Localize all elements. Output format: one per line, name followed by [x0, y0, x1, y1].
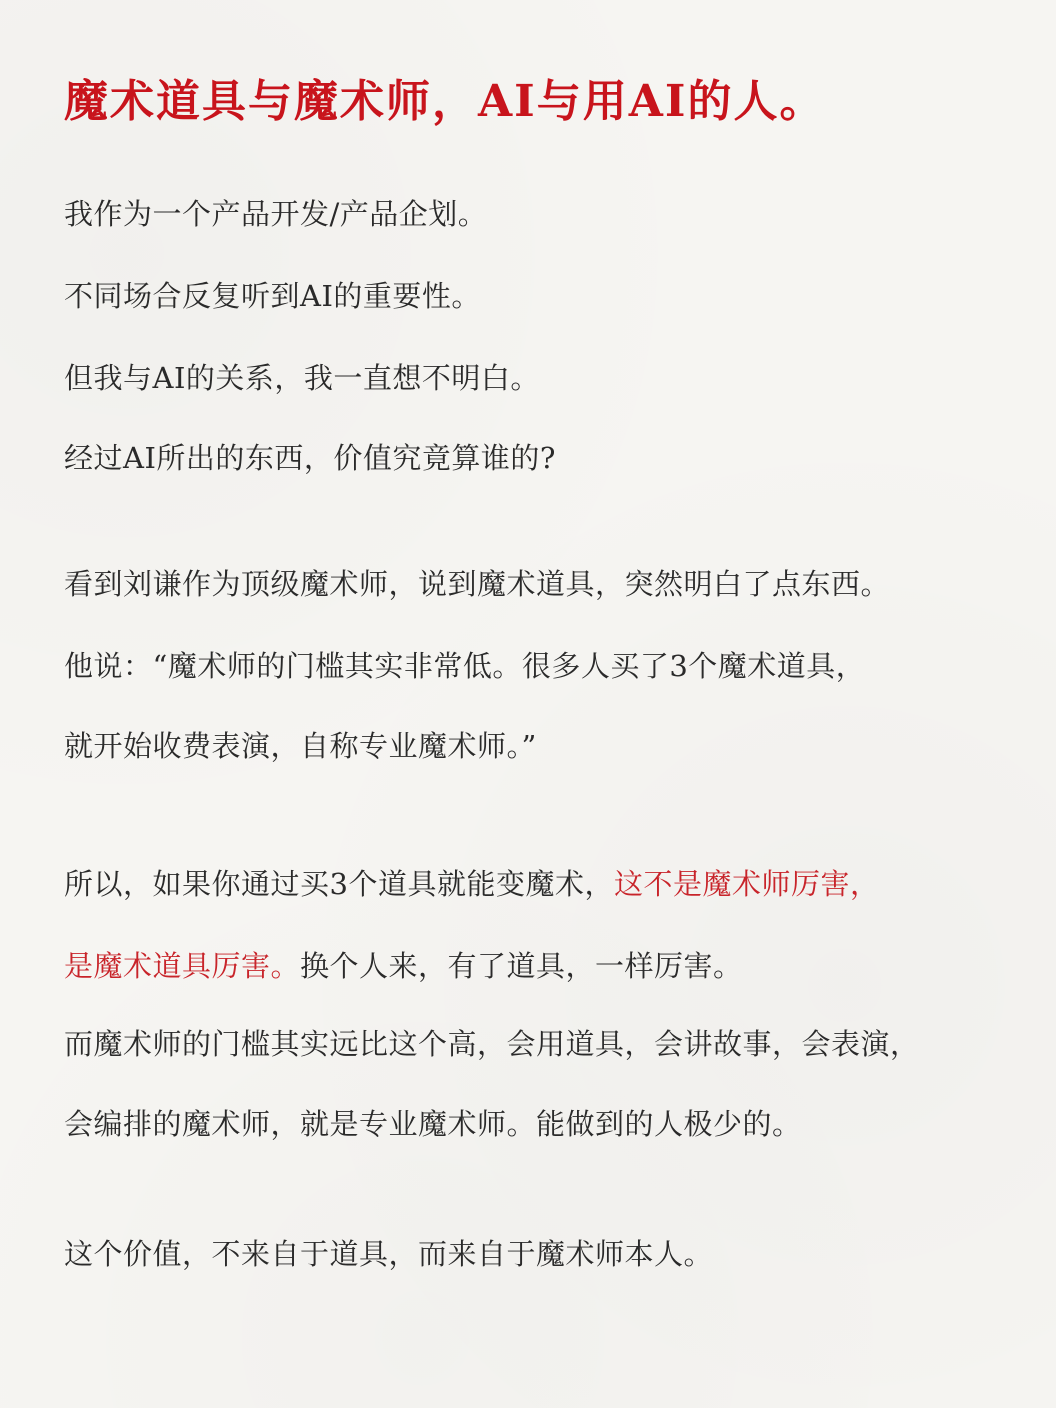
text-line: 这个价值，不来自于道具，而来自于魔术师本人。 — [64, 1237, 714, 1271]
text-line: 而魔术师的门槛其实远比这个高，会用道具，会讲故事，会表演， — [64, 1027, 920, 1061]
text-line: 不同场合反复听到AI的重要性。 — [64, 279, 481, 313]
text-line-mixed — [64, 862, 1024, 906]
text-line: 看到刘谦作为顶级魔术师，说到魔术道具，突然明白了点东西。 — [64, 567, 891, 601]
page-title: 魔术道具与魔术师，AI与用AI的人。 — [64, 76, 826, 127]
text-line: 会编排的魔术师，就是专业魔术师。能做到的人极少的。 — [64, 1107, 802, 1141]
text-segment: 所以，如果你通过买3个道具就能变魔术， — [64, 867, 614, 901]
highlight-text: 是魔术道具厉害。 — [64, 949, 301, 983]
text-segment: 换个人来，有了道具，一样厉害。 — [300, 949, 743, 983]
text-line: 经过AI所出的东西，价值究竟算谁的? — [64, 441, 556, 475]
text-line: 但我与AI的关系，我一直想不明白。 — [64, 361, 540, 395]
text-line: 他说：“魔术师的门槛其实非常低。很多人买了3个魔术道具， — [64, 649, 866, 683]
highlight-text: 这不是魔术师厉害， — [613, 867, 880, 901]
text-line-mixed — [64, 944, 1024, 988]
text-line: 我作为一个产品开发/产品企划。 — [64, 197, 488, 231]
text-line: 就开始收费表演，自称专业魔术师。” — [64, 729, 537, 763]
